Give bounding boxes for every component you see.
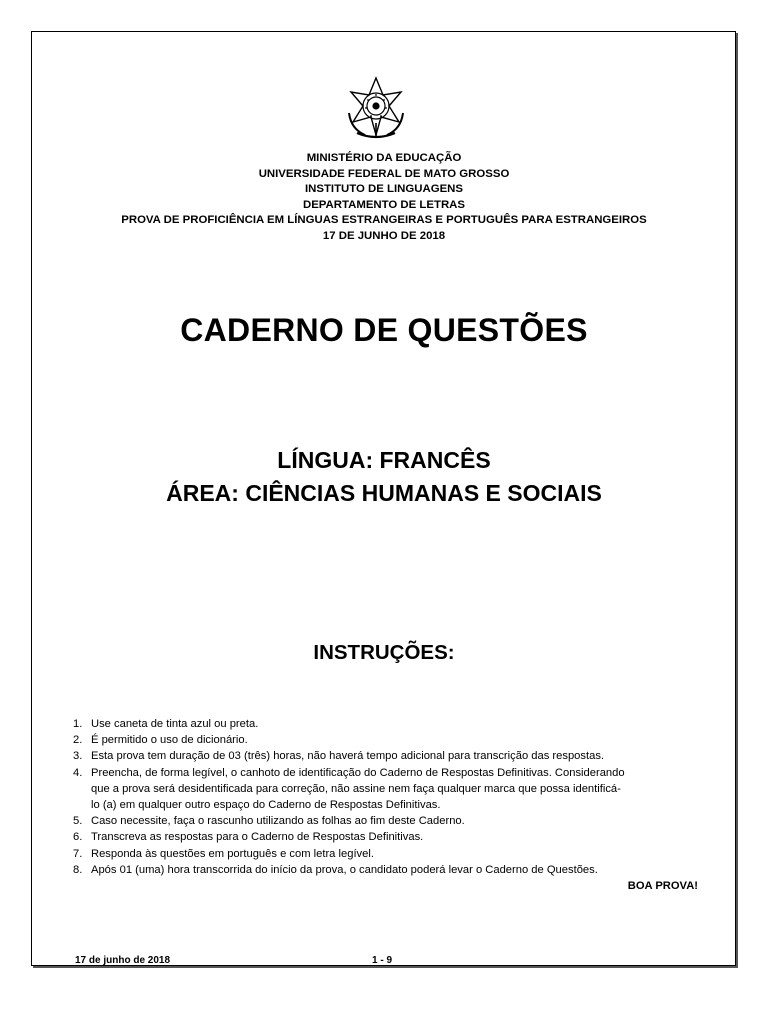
header-line-department: DEPARTAMENTO DE LETRAS — [302, 198, 465, 211]
list-item-text: Transcreva as respostas para o Caderno de Respostas Definitivas. — [91, 831, 424, 844]
list-item-text: Use caneta de tinta azul ou preta. — [91, 718, 259, 730]
subject-language: LÍNGUA: FRANCÊS — [277, 447, 491, 473]
list-item — [73, 732, 698, 748]
list-item-text: lo (a) em qualquer outro espaço do Caderno de Respostas Definitivas. — [91, 799, 441, 812]
subject-block — [0, 444, 768, 510]
list-item — [73, 748, 698, 764]
header-line-exam: PROVA DE PROFICIÊNCIA EM LÍNGUAS ESTRANGEIRAS E PORTUGUÊS PARA ESTRANGEIROS — [121, 214, 647, 226]
instructions-list — [73, 716, 698, 894]
list-item-text: Responda às questões em português e com letra legível. — [91, 847, 374, 860]
list-item-text: Esta prova tem duração de 03 (três) horas, não haverá tempo adicional para transcrição das respostas. — [91, 750, 605, 763]
list-item-number: 1. — [73, 718, 83, 730]
closing-message: BOA PROVA! — [627, 880, 698, 893]
institution-header — [40, 151, 728, 244]
subject-area: ÁREA: CIÊNCIAS HUMANAS E SOCIAIS — [166, 480, 602, 506]
list-item — [73, 862, 698, 878]
list-item — [73, 813, 698, 829]
list-item-number: 5. — [73, 815, 83, 828]
list-item-text: Preencha, de forma legível, o canhoto de identificação do Caderno de Respostas Definitivas. Considerando — [91, 766, 625, 779]
instructions-heading: INSTRUÇÕES: — [313, 641, 455, 664]
list-item — [73, 829, 698, 845]
footer-date: 17 de junho de 2018 — [75, 955, 171, 966]
list-item-number: 8. — [73, 863, 83, 876]
list-item-number: 3. — [73, 750, 83, 763]
header-line-date: 17 DE JUNHO DE 2018 — [322, 229, 446, 242]
list-item-text: que a prova será desidentificada para correção, não assine nem faça qualquer marca que possa identificá- — [91, 782, 621, 795]
header-line-university: UNIVERSIDADE FEDERAL DE MATO GROSSO — [258, 167, 510, 180]
list-item-text: Caso necessite, faça o rascunho utilizando as folhas ao fim deste Caderno. — [91, 815, 465, 828]
brazil-coat-of-arms-icon — [343, 75, 409, 141]
list-item-number: 2. — [73, 734, 83, 747]
list-item — [73, 765, 698, 814]
list-item-text: É permitido o uso de dicionário. — [91, 734, 248, 747]
list-item-number: 6. — [73, 831, 83, 844]
header-line-ministry: MINISTÉRIO DA EDUCAÇÃO — [306, 152, 462, 164]
list-item-text: Após 01 (uma) hora transcorrida do início da prova, o candidato poderá levar o Caderno de Questões. — [91, 863, 598, 876]
list-item-number: 7. — [73, 847, 83, 860]
page-number: 1 - 9 — [372, 955, 393, 966]
header-line-institute: INSTITUTO DE LINGUAGENS — [304, 183, 463, 195]
list-item-number: 4. — [73, 766, 83, 779]
list-item — [73, 846, 698, 862]
list-item — [73, 716, 698, 732]
document-title: CADERNO DE QUESTÕES — [180, 312, 588, 348]
